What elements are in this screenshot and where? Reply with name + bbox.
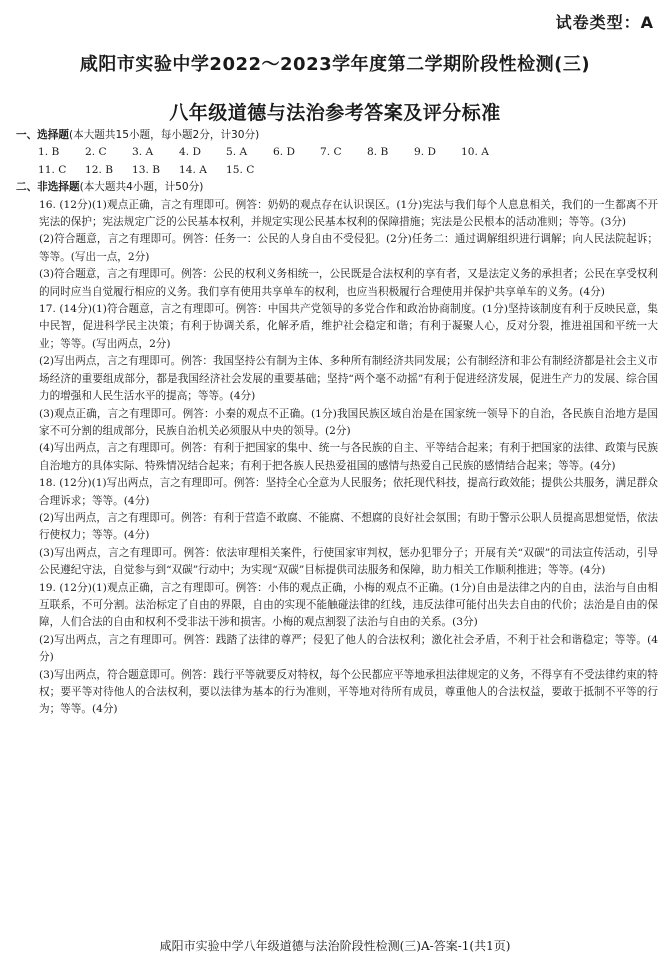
- question-19-part-3: (3)写出两点，符合题意即可。例答：践行平等就要反对特权，每个公民都应平等地承担法律规定的义务，不得享有不受法律约束的特权；要平等对待他人的合法权利，要以法律为基本的行为准则，平等地对待所有成员，尊重他人的合法权益，要敢于抵制不平等的行为；等等。(4分): [39, 668, 658, 716]
- question-18-part-1: 18. (12分)(1)写出两点，言之有理即可。例答：坚持全心全意为人民服务；依托现代科技，提高行政效能；提供公共服务，满足群众合理诉求；等等。(4分): [39, 477, 658, 507]
- choice-section-title: 一、选择题: [16, 129, 69, 141]
- question-16-part-2: (2)符合题意，言之有理即可。例答：任务一：公民的人身自由不受侵犯。(2分)任务二：通过调解组织进行调解；向人民法院起诉；等等。(写出一点，2分): [39, 233, 658, 263]
- choice-answer: 3. A: [132, 146, 154, 159]
- question-16-part-3: (3)符合题意，言之有理即可。例答：公民的权利义务相统一，公民既是合法权利的享有者，又是法定义务的承担者；公民在享受权利的同时应当自觉履行相应的义务。我们享有使用共享单车的权利，也应当积极履行合理使用并保护共享单车的义务。(4分): [39, 268, 658, 298]
- choice-answer: 15. C: [226, 163, 255, 176]
- nonchoice-section-note: (本大题共4小题，计50分): [79, 181, 204, 194]
- choice-answers-row-2: [16, 162, 658, 179]
- choice-answer: 2. C: [85, 146, 107, 159]
- answer-content: [16, 127, 658, 719]
- choice-answer: 10. A: [461, 146, 489, 159]
- choice-answer: 12. B: [85, 163, 113, 176]
- choice-answer: 5. A: [226, 146, 248, 159]
- question-17-part-4: (4)写出两点，言之有理即可。例答：有利于把国家的集中、统一与各民族的自主、平等结合起来；有利于把国家的法律、政策与民族自治地方的具体实际、特殊情况结合起来；有利于把各族人民热爱祖国的感情与热爱自己民族的感情结合起来；等等。(4分): [39, 442, 658, 472]
- exam-title: 咸阳市实验中学2022～2023学年度第二学期阶段性检测(三): [79, 54, 591, 75]
- nonchoice-section-title: 二、非选择题: [16, 181, 80, 194]
- choice-answer: 9. D: [414, 146, 436, 159]
- page-footer: 咸阳市实验中学八年级道德与法治阶段性检测(三)A-答案-1(共1页): [159, 939, 511, 953]
- question-18-part-2: (2)写出两点，言之有理即可。例答：有利于营造不敢腐、不能腐、不想腐的良好社会氛围；有助于警示公职人员提高思想觉悟，依法行使权力；等等。(4分): [39, 511, 658, 542]
- choice-answer: 4. D: [179, 146, 201, 159]
- choice-answer: 8. B: [367, 146, 389, 159]
- document-title: 八年级道德与法治参考答案及评分标准: [169, 102, 501, 124]
- choice-answer: 1. B: [38, 146, 60, 159]
- paper-type-label: 试卷类型：A: [555, 13, 654, 32]
- choice-section-note: (本大题共15小题，每小题2分，计30分): [68, 129, 260, 141]
- choice-answers-row-1: [16, 144, 658, 161]
- question-16-part-1: 16. (12分)(1)观点正确，言之有理即可。例答：奶奶的观点存在认识误区。(1分)宪法与我们每个人息息相关，我们的一生都离不开宪法的保护；宪法规定广泛的公民基本权利，并规定实现公民基本权利的保障措施；宪法是公民根本的活动准则；等等。(3分): [39, 198, 658, 229]
- question-17-part-1: 17. (14分)(1)符合题意，言之有理即可。例答：中国共产党领导的多党合作和政治协商制度。(1分)坚持该制度有利于反映民意，集中民智，促进科学民主决策；有利于协调关系，化解矛盾，维护社会稳定和谐；有利于凝聚人心，反对分裂，推进祖国和平统一大业；等等。(写出两点，2分): [39, 303, 658, 350]
- question-18-part-3: (3)写出两点，言之有理即可。例答：依法审理相关案件，行使国家审判权，惩办犯罪分子；开展有关“双碳”的司法宣传活动，引导公民遵纪守法，自觉参与到“双碳”行动中；为实现“双碳”目标提供司法服务和保障，助力相关工作顺利推进；等等。(4分): [39, 546, 658, 577]
- choice-answer: 13. B: [132, 163, 160, 176]
- question-19-part-2: (2)写出两点，言之有理即可。例答：践踏了法律的尊严；侵犯了他人的合法权利；激化社会矛盾，不利于社会和谐稳定；等等。(4分): [39, 633, 658, 664]
- nonchoice-section-heading: [16, 179, 658, 196]
- choice-answer: 11. C: [38, 163, 67, 176]
- question-17-part-2: (2)写出两点，言之有理即可。例答：我国坚持公有制为主体、多种所有制经济共同发展；公有制经济和非公有制经济都是社会主义市场经济的重要组成部分，都是我国经济社会发展的重要基础；坚持“两个毫不动摇”有利于促进经济发展，促进生产力的发展、综合国力的增强和人民生活水平的提高；等等。(4分): [39, 355, 658, 403]
- choice-section-heading: [16, 127, 658, 144]
- question-17-part-3: (3)观点正确，言之有理即可。例答：小秦的观点不正确。(1分)我国民族区域自治是在国家统一领导下的自治，各民族自治地方是国家不可分割的组成部分，民族自治机关必须服从中央的领导。(2分): [39, 407, 658, 437]
- choice-answer: 6. D: [273, 146, 295, 159]
- choice-answer: 14. A: [179, 163, 207, 176]
- question-19-part-1: 19. (12分)(1)观点正确，言之有理即可。例答：小伟的观点正确，小梅的观点不正确。(1分)自由是法律之内的自由，法治与自由相互联系，不可分割。法治标定了自由的界限，自由的实现不能触碰法律的红线，违反法律可能付出失去自由的代价；法治是自由的保障，人们合法的自由和权利不受非法干涉和损害。小梅的观点割裂了法治与自由的关系。(3分): [39, 581, 658, 629]
- choice-answer: 7. C: [320, 146, 342, 159]
